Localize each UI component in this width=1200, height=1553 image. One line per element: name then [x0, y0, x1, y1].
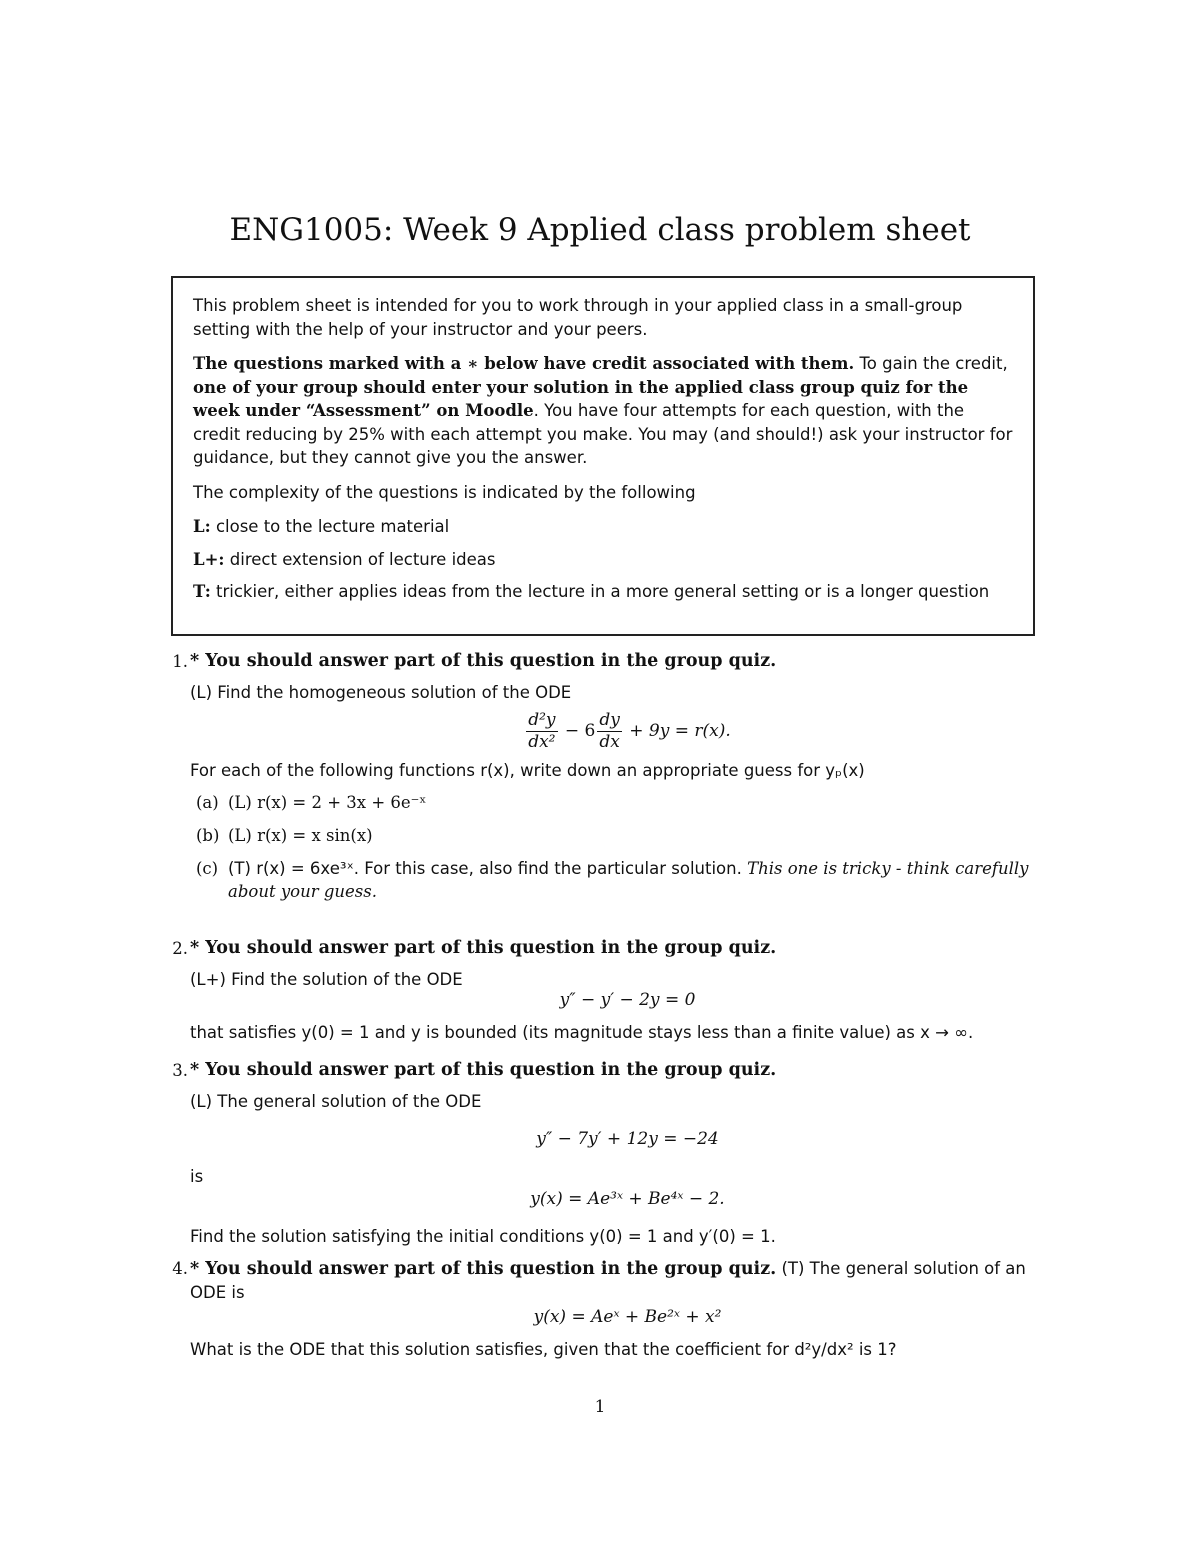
credit-bold: The questions marked with a ∗ below have credit associated with them. — [193, 354, 855, 373]
question-4 — [160, 1257, 1065, 1361]
part-label: (b) — [196, 826, 220, 845]
fraction-denominator: dx — [599, 732, 620, 752]
question-heading: * You should answer part of this question in the group quiz. — [190, 938, 777, 958]
initial-conditions: Find the solution satisfying the initial conditions y(0) = 1 and y′(0) = 1. — [190, 1227, 776, 1246]
level-code: L: — [193, 517, 211, 536]
ode-equation — [190, 710, 1065, 753]
credit-text-a: To gain the credit, — [854, 354, 1008, 373]
credit-paragraph — [193, 352, 1015, 470]
question-number: 2. — [172, 939, 188, 958]
question-heading: * You should answer part of this question in the group quiz. — [190, 651, 777, 671]
level-text: direct extension of lecture ideas — [224, 549, 496, 569]
instructions-box — [171, 276, 1035, 636]
fraction-numerator: d²y — [528, 710, 556, 730]
is-text: is — [190, 1167, 204, 1186]
intro-paragraph: This problem sheet is intended for you to work through in your applied class in a small-group setting with the help of your instructor and your peers. — [193, 296, 963, 339]
part-text: (L) r(x) = x sin(x) — [228, 826, 373, 845]
level-l — [193, 515, 1015, 539]
fraction-numerator: dy — [599, 710, 620, 730]
question-intro: (L) The general solution of the ODE — [190, 1092, 482, 1111]
level-text: close to the lecture material — [210, 517, 450, 536]
question-number: 1. — [172, 652, 188, 671]
credit-bold-2: one of your group should enter your solution in the applied class group quiz for the week under “Assessment” on Moodle — [193, 377, 969, 420]
complexity-paragraph: The complexity of the questions is indicated by the following — [193, 482, 696, 502]
part-label: (c) — [196, 859, 219, 878]
level-code: L+: — [193, 549, 225, 569]
question-3 — [160, 1059, 1065, 1248]
credit-text-b: . You have four attempts for each question, with the credit reducing by 25% with each attempt you make. You may (and should!) ask your instructor for guidance, but they cannot give you the answer. — [193, 401, 1013, 467]
question-heading-line — [190, 1257, 1065, 1304]
question-heading: * You should answer part of this question in the group quiz. — [190, 1060, 777, 1080]
part-hint: This one is tricky - think carefully about your guess. — [228, 859, 1029, 901]
ode-equation: y″ − y′ − 2y = 0 — [559, 990, 696, 1010]
level-lplus — [193, 548, 1015, 572]
question-1 — [160, 650, 1065, 903]
part-a — [190, 791, 1065, 814]
part-label: (a) — [196, 793, 219, 812]
question-intro: (T) The general solution of an ODE is — [190, 1259, 1026, 1302]
level-t — [193, 580, 1015, 604]
equation-term: − 6 — [564, 721, 596, 741]
question-2 — [160, 937, 1065, 1044]
question-number: 3. — [172, 1061, 188, 1080]
part-c — [190, 857, 1065, 903]
level-code: T: — [193, 582, 211, 601]
part-text: (T) r(x) = 6xe³ˣ. For this case, also find the particular solution. — [228, 859, 748, 878]
question-number: 4. — [172, 1259, 188, 1278]
part-b — [190, 824, 1065, 847]
fraction-denominator: dx² — [528, 732, 556, 752]
guess-instruction: For each of the following functions r(x), write down an appropriate guess for yₚ(x) — [190, 761, 865, 780]
page-number: 1 — [594, 1397, 606, 1417]
equation-term: + 9y = r(x). — [629, 721, 731, 741]
ode-equation: y″ − 7y′ + 12y = −24 — [536, 1129, 719, 1149]
question-intro: (L+) Find the solution of the ODE — [190, 970, 463, 989]
level-text: trickier, either applies ideas from the lecture in a more general setting or is a longer question — [210, 582, 990, 601]
page-title: ENG1005: Week 9 Applied class problem sheet — [229, 212, 971, 248]
part-text: (L) r(x) = 2 + 3x + 6e⁻ˣ — [228, 793, 427, 812]
question-heading: * You should answer part of this question in the group quiz. — [190, 1259, 777, 1279]
question-condition: that satisfies y(0) = 1 and y is bounded (its magnitude stays less than a finite value) as x → ∞. — [190, 1023, 974, 1042]
question-intro: (L) Find the homogeneous solution of the ODE — [190, 683, 572, 702]
general-solution: y(x) = Ae³ˣ + Be⁴ˣ − 2. — [530, 1189, 725, 1209]
general-solution: y(x) = Aeˣ + Be²ˣ + x² — [533, 1307, 722, 1327]
second-derivative-fraction — [526, 710, 557, 753]
first-derivative-fraction — [597, 710, 622, 753]
question-ask: What is the ODE that this solution satisfies, given that the coefficient for d²y/dx² is 1? — [190, 1340, 897, 1359]
